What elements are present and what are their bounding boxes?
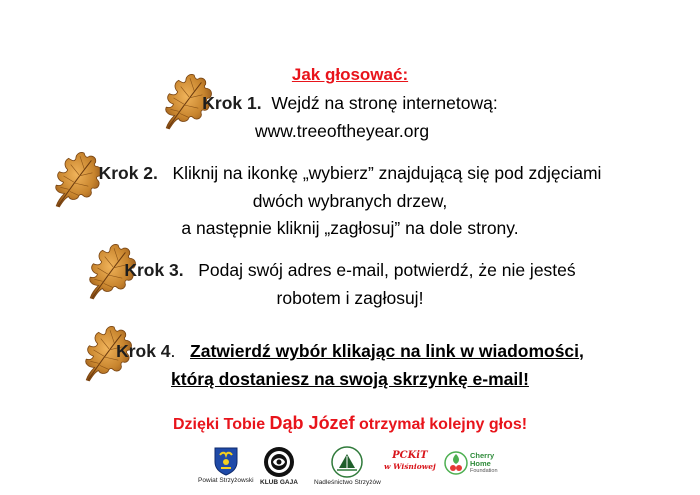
logo-cherry-home	[444, 450, 498, 476]
step-1-url: www.treeoftheyear.org	[254, 121, 430, 141]
step-4-line-1	[0, 340, 700, 362]
forestry-logo-icon	[331, 446, 363, 478]
step-4-text-1: Zatwierdź wybór klikając na link w wiadomości	[190, 341, 580, 361]
step-2-line-3	[0, 217, 700, 239]
step-4-comma: ,	[579, 341, 584, 361]
title-text: Jak głosować:	[291, 65, 409, 84]
logo-klub-gaja	[260, 446, 298, 486]
logo-caption: Cherry Home	[470, 451, 495, 468]
step-3-line-1	[0, 259, 700, 281]
thanks-line	[0, 412, 700, 436]
logo-powiat	[198, 446, 254, 484]
logo-forestry	[314, 446, 381, 486]
tree-name: Dąb Józef	[269, 413, 355, 433]
step-3-text-2: robotem i zagłosuj!	[276, 288, 424, 308]
coat-of-arms-icon	[213, 446, 239, 476]
logo-caption: Nadleśnictwo Strzyżów	[314, 479, 381, 486]
step-2-line-2	[0, 190, 700, 212]
step-4-dot: .	[170, 341, 176, 361]
step-1-line-1	[0, 92, 700, 114]
logo-caption: KLUB GAJA	[260, 479, 298, 486]
page-title	[0, 63, 700, 86]
logo-caption: w Wiśniowej	[384, 462, 436, 471]
step-2-line-1	[0, 162, 700, 184]
partner-logos	[0, 446, 700, 492]
cherry-home-logo-icon	[444, 450, 468, 476]
step-3-label: Krok 3.	[124, 260, 184, 280]
logo-pckit	[384, 450, 436, 471]
thanks-before: Dzięki Tobie	[172, 416, 270, 433]
step-3-text-1: Podaj swój adres e-mail, potwierdź, że nie jesteś	[198, 260, 576, 280]
step-4-text-2: którą dostaniesz na swoją skrzynkę e-mail!	[171, 369, 529, 389]
step-3-line-2	[0, 287, 700, 309]
step-1-line-2	[0, 120, 692, 142]
step-2-label: Krok 2.	[98, 163, 158, 183]
step-2-text-3: a następnie kliknij „zagłosuj” na dole strony.	[181, 218, 519, 238]
thanks-text	[172, 413, 528, 433]
logo-caption: Powiat Strzyżowski	[198, 477, 254, 484]
step-4-label: Krok 4	[116, 341, 171, 361]
logo-sub-caption: Foundation	[470, 468, 498, 474]
thanks-after: otrzymał kolejny głos!	[354, 416, 528, 433]
klub-gaja-logo-icon	[263, 446, 295, 478]
step-1-label: Krok 1.	[202, 93, 262, 113]
step-2-text-2: dwóch wybranych drzew,	[252, 191, 448, 211]
pckit-logo-icon: PCKiT	[392, 450, 428, 461]
step-1-text-1: Wejdź na stronę internetową:	[271, 93, 498, 113]
step-4-line-2	[0, 368, 700, 390]
step-2-text-1: Kliknij na ikonkę „wybierz” znajdującą się pod zdjęciami	[172, 163, 602, 183]
